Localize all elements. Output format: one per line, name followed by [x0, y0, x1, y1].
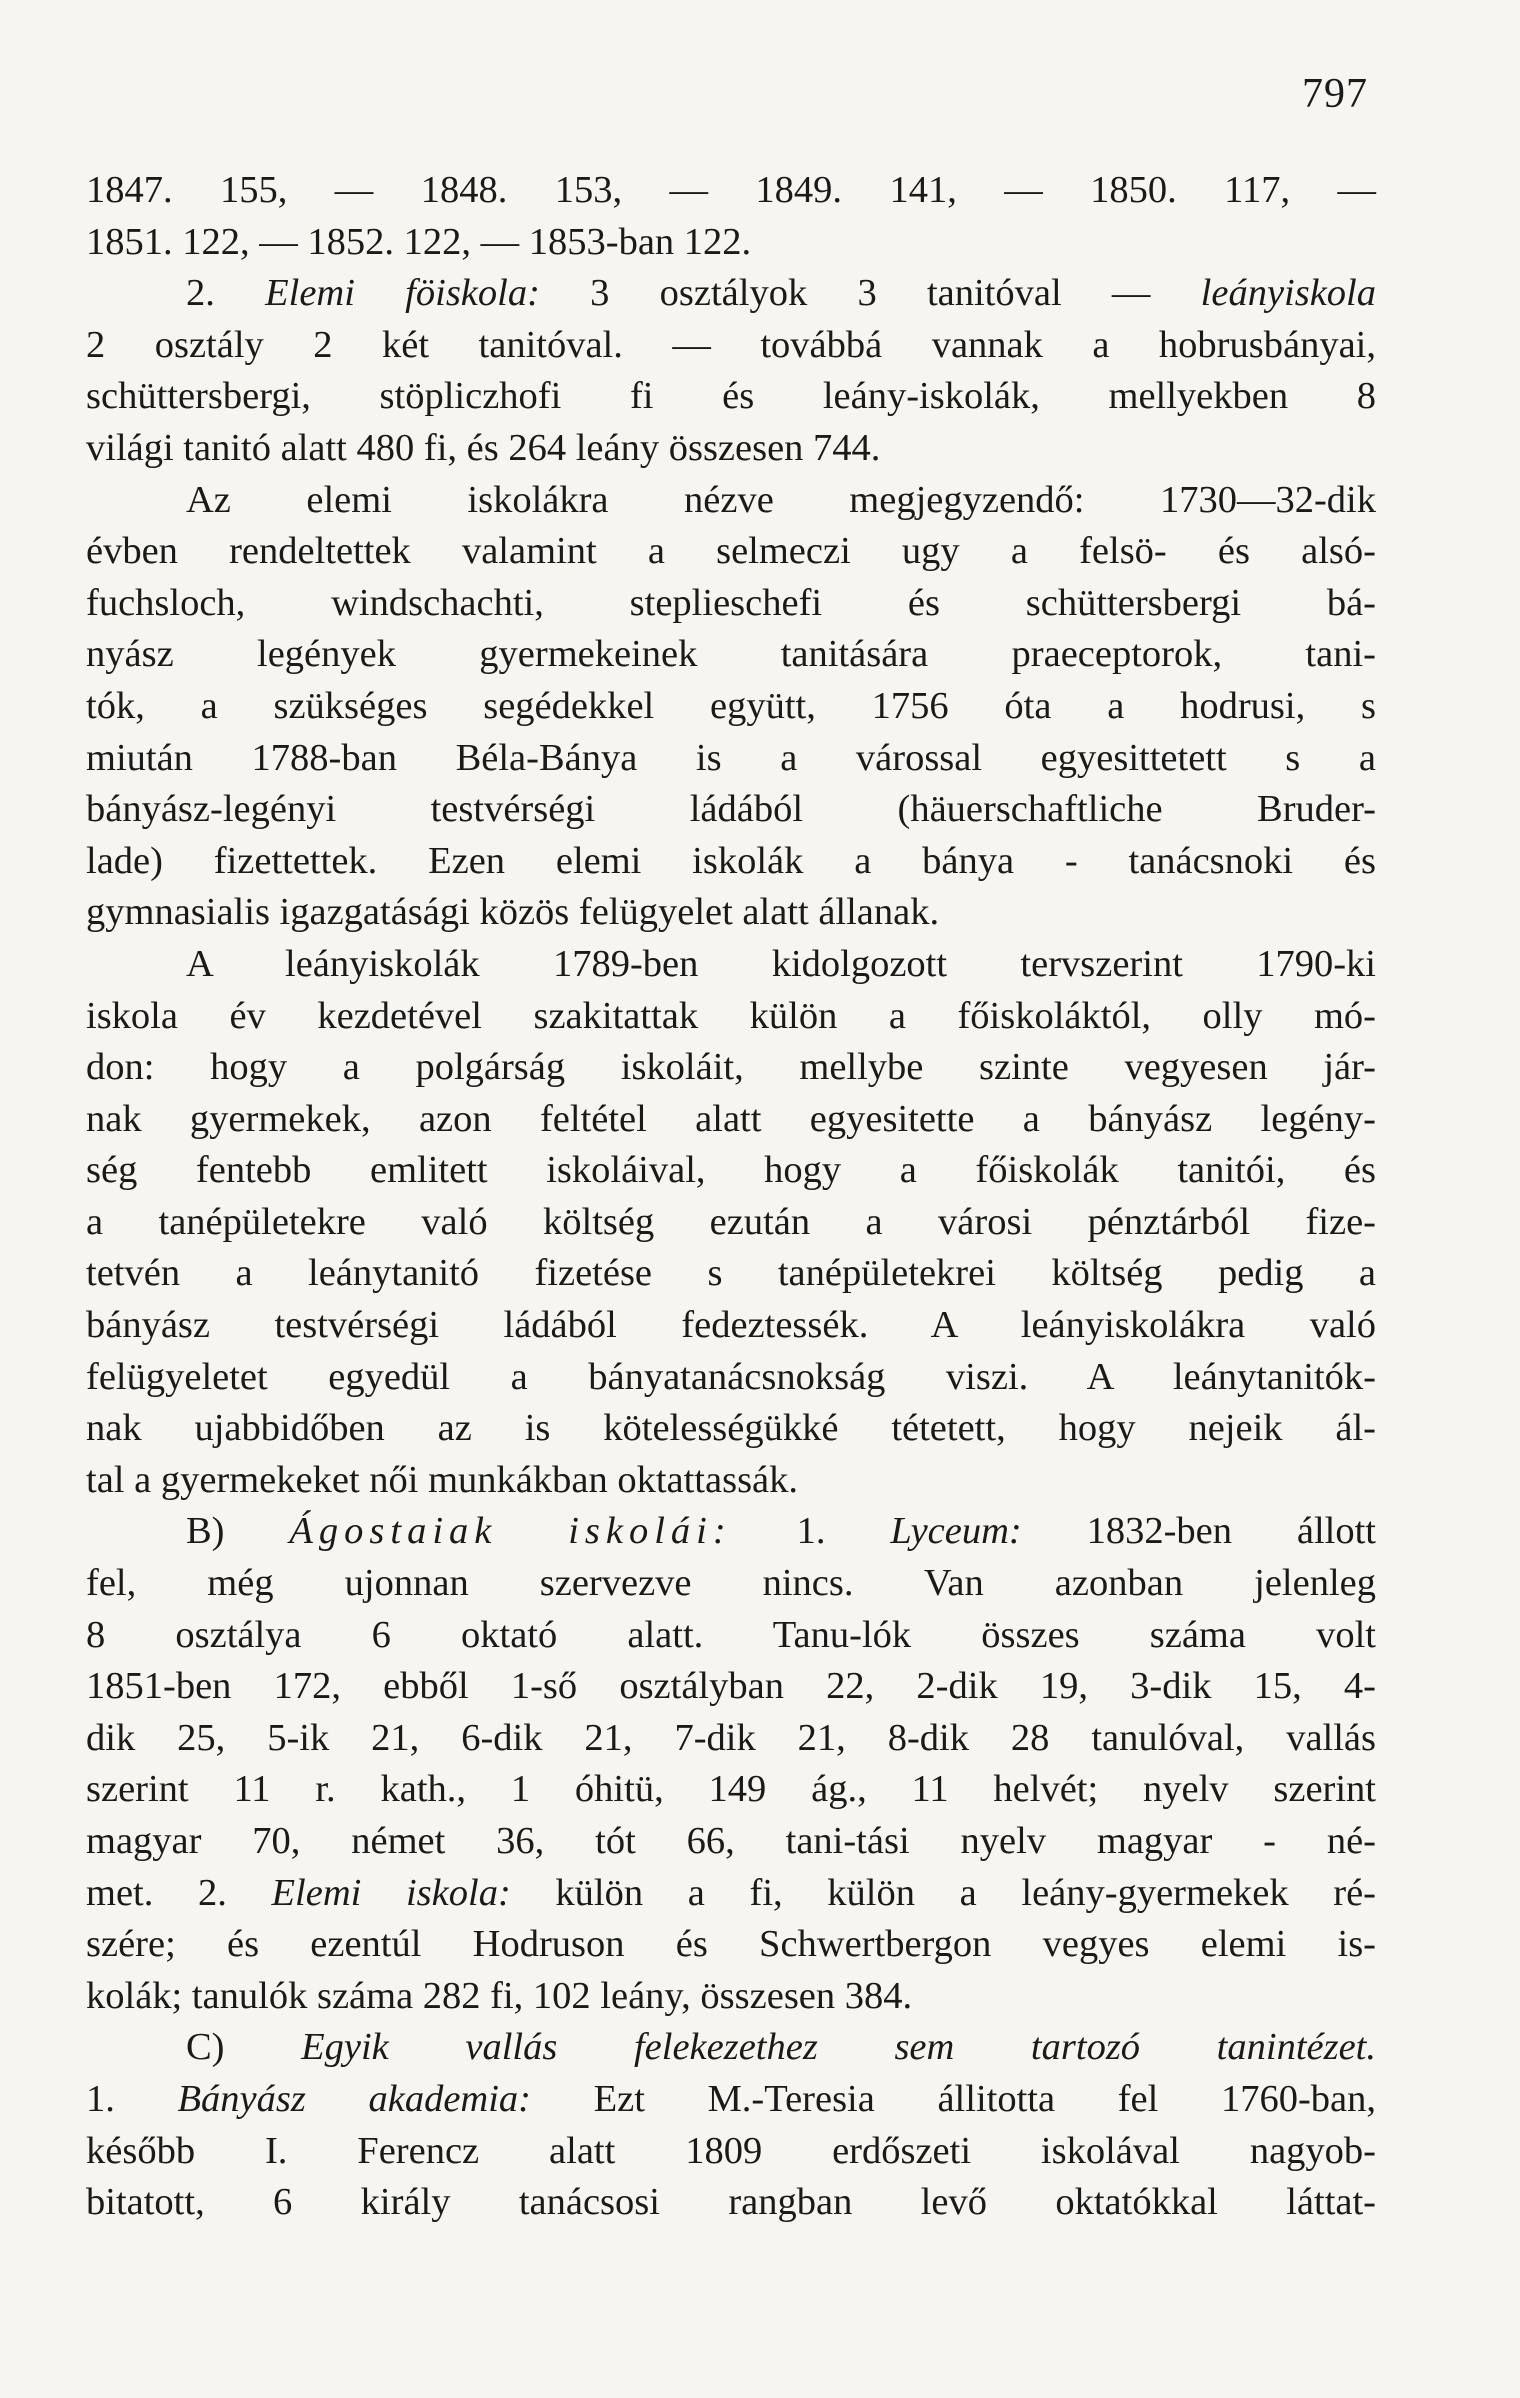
text-line: [86, 991, 1376, 1043]
text-run: fel, még ujonnan szervezve nincs. Van azonban jelenleg: [86, 1562, 1376, 1605]
text-line: [86, 939, 1376, 991]
text-line: [86, 1506, 1376, 1558]
body-text: [86, 165, 1376, 2229]
text-run: 1847. 155, — 1848. 153, — 1849. 141, — 1850. 117, —: [86, 169, 1376, 211]
text-line: [86, 1919, 1376, 1971]
text-line: [86, 2126, 1376, 2178]
text-run: tal a gyermekeket női munkákban oktattassák.: [86, 1458, 799, 1501]
page-number: 797: [1302, 71, 1368, 117]
emphasized-run: Elemi föiskola:: [265, 272, 540, 315]
text-run: ség fentebb emlitett iskoláival, hogy a főiskolák tanitói, és: [86, 1149, 1376, 1192]
text-line: [86, 2177, 1376, 2229]
emphasized-run: Egyik vallás felekezethez sem tartozó tanintézet.: [301, 2026, 1376, 2069]
text-line: [86, 1094, 1376, 1146]
emphasized-run: Ágostaiak iskolái:: [289, 1510, 732, 1553]
text-line: [86, 1352, 1376, 1404]
text-run: met. 2.: [86, 1871, 272, 1914]
emphasized-run: leányiskola: [1200, 272, 1376, 315]
text-run: fuchsloch, windschachti, steplieschefi és schüttersbergi bá-: [86, 581, 1376, 624]
text-run: lade) fizettettek. Ezen elemi iskolák a bánya - tanácsnoki és: [86, 839, 1376, 882]
text-line: [86, 1558, 1376, 1610]
text-run: 2.: [186, 272, 266, 315]
text-run: 1832-ben állott: [1021, 1510, 1377, 1553]
text-line: [86, 1197, 1376, 1249]
text-line: [86, 1868, 1376, 1920]
text-line: [86, 1145, 1376, 1197]
text-run: 1851. 122, — 1852. 122, — 1853-ban 122.: [86, 220, 752, 263]
text-line: [86, 1455, 1376, 1507]
text-run: 1851-ben 172, ebből 1-ső osztályban 22, 2-dik 19, 3-dik 15, 4-: [86, 1665, 1376, 1708]
text-line: [86, 2022, 1376, 2074]
text-run: gymnasialis igazgatásági közös felügyelet alatt állanak.: [86, 891, 940, 934]
text-run: dik 25, 5-ik 21, 6-dik 21, 7-dik 21, 8-dik 28 tanulóval, vallás: [86, 1716, 1376, 1759]
text-line: [86, 423, 1376, 475]
text-run: külön a fi, külön a leány-gyermekek ré-: [510, 1871, 1376, 1914]
text-run: 8 osztálya 6 oktató alatt. Tanu-lók összes száma volt: [86, 1613, 1376, 1656]
text-run: A leányiskolák 1789-ben kidolgozott tervszerint 1790-ki: [186, 942, 1376, 985]
text-line: [86, 1764, 1376, 1816]
text-line: [86, 320, 1376, 372]
text-line: [86, 836, 1376, 888]
emphasized-run: Lyceum:: [890, 1510, 1022, 1553]
text-line: [86, 1042, 1376, 1094]
text-line: [86, 733, 1376, 785]
text-line: [86, 681, 1376, 733]
text-run: bitatott, 6 király tanácsosi rangban levő oktatókkal láttat-: [86, 2181, 1376, 2224]
text-run: schüttersbergi, stöpliczhofi fi és leány-iskolák, mellyekben 8: [86, 375, 1376, 418]
text-line: [86, 475, 1376, 527]
text-line: [86, 217, 1376, 269]
text-run: bányász testvérségi ládából fedeztessék. A leányiskolákra való: [86, 1304, 1376, 1347]
text-run: nak gyermekek, azon feltétel alatt egyesitette a bányász legény-: [86, 1097, 1376, 1140]
text-line: [86, 1661, 1376, 1713]
text-run: évben rendeltettek valamint a selmeczi ugy a felsö- és alsó-: [86, 530, 1376, 573]
text-run: Az elemi iskolákra nézve megjegyzendő: 1730—32-dik: [186, 478, 1376, 521]
text-run: kolák; tanulók száma 282 fi, 102 leány, összesen 384.: [86, 1974, 913, 2017]
text-line: [86, 2074, 1376, 2126]
text-run: nyász legények gyermekeinek tanitására praeceptorok, tani-: [86, 633, 1376, 676]
text-line: [86, 1248, 1376, 1300]
text-run: tók, a szükséges segédekkel együtt, 1756 óta a hodrusi, s: [86, 684, 1376, 727]
text-run: nak ujabbidőben az is kötelességükké tétetett, hogy nejeik ál-: [86, 1407, 1376, 1450]
text-line: [86, 1971, 1376, 2023]
emphasized-run: Bányász akademia:: [177, 2077, 531, 2120]
text-run: 1.: [731, 1510, 891, 1553]
text-line: [86, 1300, 1376, 1352]
text-run: bányász-legényi testvérségi ládából (häuerschaftliche Bruder-: [86, 788, 1376, 831]
text-run: szére; és ezentúl Hodruson és Schwertbergon vegyes elemi is-: [86, 1923, 1376, 1966]
text-line: [86, 526, 1376, 578]
text-run: 3 osztályok 3 tanitóval —: [539, 272, 1201, 315]
text-run: don: hogy a polgárság iskoláit, mellybe szinte vegyesen jár-: [86, 1046, 1376, 1089]
text-line: [86, 1403, 1376, 1455]
text-line: [86, 1610, 1376, 1662]
text-line: [86, 629, 1376, 681]
text-run: később I. Ferencz alatt 1809 erdőszeti iskolával nagyob-: [86, 2129, 1376, 2172]
text-run: iskola év kezdetével szakitattak külön a főiskoláktól, olly mó-: [86, 994, 1376, 1037]
text-run: világi tanitó alatt 480 fi, és 264 leány összesen 744.: [86, 426, 881, 469]
text-run: a tanépületekre való költség ezután a városi pénztárból fize-: [86, 1200, 1376, 1243]
text-line: [86, 578, 1376, 630]
text-run: felügyeletet egyedül a bányatanácsnokság viszi. A leánytanitók-: [86, 1355, 1376, 1398]
text-run: 2 osztály 2 két tanitóval. — továbbá vannak a hobrusbányai,: [86, 323, 1376, 366]
text-run: magyar 70, német 36, tót 66, tani-tási nyelv magyar - né-: [86, 1820, 1376, 1862]
text-line: [86, 268, 1376, 320]
text-run: 1.: [86, 2077, 178, 2120]
text-run: C): [186, 2026, 302, 2069]
text-run: szerint 11 r. kath., 1 óhitü, 149 ág., 11 helvét; nyelv szerint: [86, 1768, 1376, 1811]
emphasized-run: Elemi iskola:: [271, 1871, 511, 1914]
text-run: B): [186, 1510, 290, 1553]
text-line: [86, 1816, 1376, 1868]
text-line: [86, 165, 1376, 217]
text-line: [86, 887, 1376, 939]
text-line: [86, 1713, 1376, 1765]
text-run: tetvén a leánytanitó fizetése s tanépületekrei költség pedig a: [86, 1252, 1376, 1295]
text-line: [86, 371, 1376, 423]
text-run: miután 1788-ban Béla-Bánya is a várossal egyesittetett s a: [86, 736, 1376, 779]
text-run: Ezt M.-Teresia állitotta fel 1760-ban,: [530, 2077, 1376, 2120]
text-line: [86, 784, 1376, 836]
